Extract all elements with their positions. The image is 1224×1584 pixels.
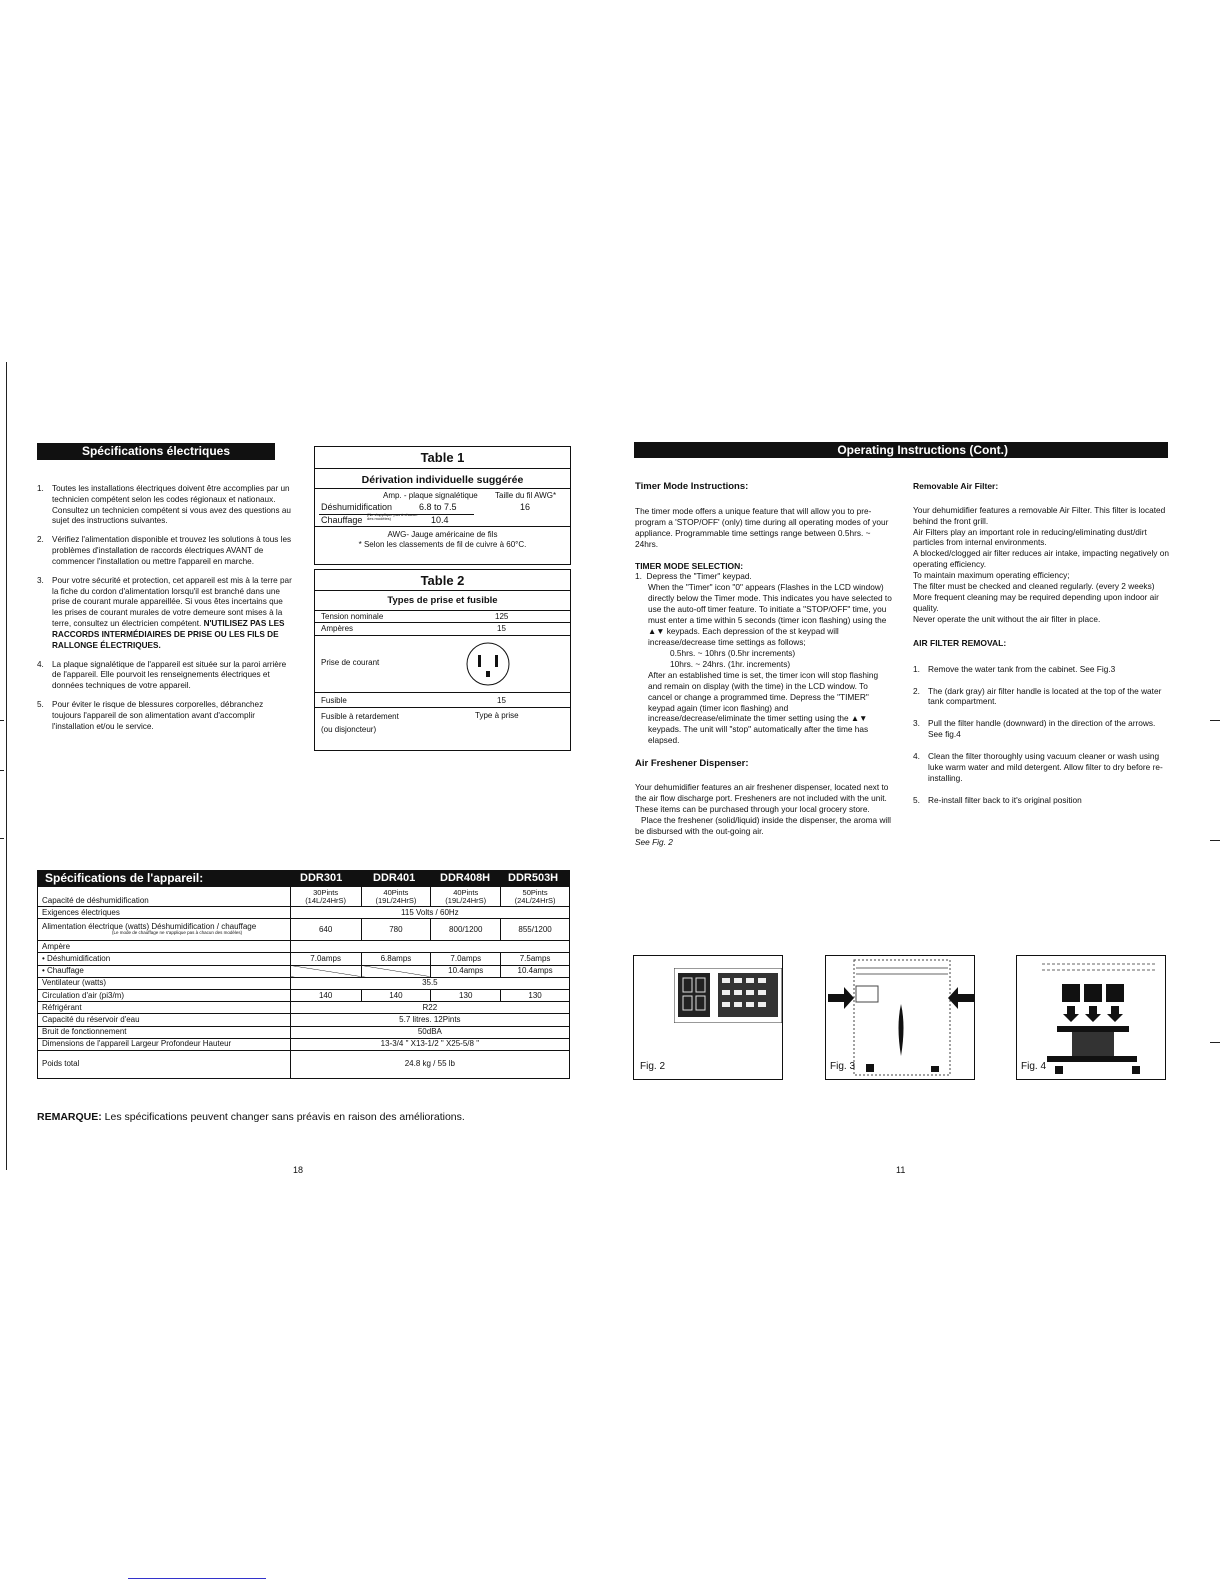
spec-label: Poids total bbox=[38, 1050, 291, 1078]
list-item: 5. Re-install filter back to it's original position bbox=[913, 795, 1082, 806]
freshener-body: Your dehumidifier features an air freshener dispenser, located next to the air flow discharge port. Fresheners are not included with the unit. These items can be purchased through your local grocery store. bbox=[635, 782, 889, 814]
scan-mark bbox=[0, 838, 4, 839]
spec-value: 855/1200 bbox=[501, 919, 570, 941]
spec-value: 140 bbox=[290, 989, 361, 1001]
spec-value bbox=[290, 941, 569, 953]
figure-2 bbox=[633, 955, 783, 1080]
timer-title: Timer Mode Instructions: bbox=[635, 481, 749, 492]
spec-value: 6.8amps bbox=[361, 953, 431, 965]
electrical-spec-header: Spécifications électriques bbox=[37, 443, 275, 460]
spec-value: 24.8 kg / 55 lb bbox=[290, 1050, 569, 1078]
figure-label: Fig. 2 bbox=[640, 1060, 666, 1072]
spec-value: 40Pints (19L/24HrS) bbox=[431, 887, 501, 907]
spec-value: 35.5 bbox=[290, 977, 569, 989]
table-2-value: 15 bbox=[497, 696, 506, 705]
table-2-label: Tension nominale bbox=[321, 612, 384, 621]
page-edge-line bbox=[6, 362, 7, 1170]
list-item: 4. Clean the filter thoroughly using vacuum cleaner or wash using luke warm water and mild detergent. Allow filter to dry before re-installing. bbox=[913, 751, 1163, 784]
spec-value: 800/1200 bbox=[431, 919, 501, 941]
spec-value: 10.4amps bbox=[501, 965, 570, 977]
filter-line: The filter must be checked and cleaned regularly. (every 2 weeks) bbox=[913, 581, 1155, 592]
table-1-row-amp: 10.4 bbox=[431, 515, 449, 525]
spec-value: 10.4amps bbox=[431, 965, 501, 977]
table-2-label: Fusible à retardement (ou disjoncteur) bbox=[321, 712, 399, 734]
list-item: 3. Pour votre sécurité et protection, cet appareil est mis à la terre par la fiche du cordon d'alimentation lorsqu'il est branché dans une prise de courant murale appareillée. Si vous êtes incertains que les prises de courant murales de votre demeure sont mises à la terre, consultez un électricien compétent. N'UTILISEZ PAS LES RACCORDS INTERMÉDIAIRES DE PRISE OU LES FILS DE RALLONGE ÉLECTRIQUES. bbox=[37, 575, 292, 650]
filter-line: Never operate the unit without the air filter in place. bbox=[913, 614, 1101, 624]
timer-increment: 10hrs. ~ 24hrs. (1hr. increments) bbox=[670, 658, 791, 669]
outlet-icon bbox=[465, 641, 511, 687]
list-item: 5. Pour éviter le risque de blessures corporelles, débranchez toujours l'appareil de son alimentation avant d'accomplir l'installation et/ou le service. bbox=[37, 700, 264, 731]
list-item: 2. Vérifiez l'alimentation disponible et trouvez les solutions à tous les problèmes d'installation de raccords électriques AVANT de commencer l'installation ou mettre l'appareil en marche. bbox=[37, 535, 292, 566]
specs-header: Spécifications de l'appareil: bbox=[45, 871, 204, 885]
spec-label: Ampère bbox=[38, 941, 291, 953]
spec-value: 780 bbox=[361, 919, 431, 941]
spec-label: Exigences électriques bbox=[38, 907, 291, 919]
table-2 bbox=[314, 569, 571, 751]
spec-value: 140 bbox=[361, 989, 431, 1001]
table-2-label: Prise de courant bbox=[321, 658, 380, 667]
table-1-row-label: Chauffage bbox=[321, 515, 363, 525]
timer-increment: 0.5hrs. ~ 10hrs (0.5hr increments) bbox=[670, 647, 796, 658]
table-1-subtitle: Dérivation individuelle suggérée bbox=[315, 469, 570, 489]
table-1-title: Table 1 bbox=[315, 447, 570, 469]
freshener-see: See Fig. 2 bbox=[635, 836, 673, 847]
table-1-note: * Selon les classements de fil de cuivre à 60°C. bbox=[358, 540, 527, 549]
operating-header: Operating Instructions (Cont.) bbox=[634, 442, 1168, 458]
spec-value: 50Pints (24L/24HrS) bbox=[501, 887, 570, 907]
spec-value: 130 bbox=[501, 989, 570, 1001]
scan-mark bbox=[0, 770, 4, 771]
list-item: 1. Toutes les installations électriques doivent être accomplies par un technicien compétent selon les codes régionaux et nationaux. Consultez un technicien compétent si vous avez des questions au sujet des instructions suivantes. bbox=[37, 484, 291, 526]
table-1-col-amp: Amp. - plaque signalétique bbox=[383, 491, 478, 500]
spec-value: 7.0amps bbox=[431, 953, 501, 965]
table-1-row-awg: 16 bbox=[520, 502, 531, 512]
spec-label: Bruit de fonctionnement bbox=[38, 1026, 291, 1038]
figure-label: Fig. 4 bbox=[1021, 1060, 1047, 1072]
table-1-row-amp: 6.8 to 7.5 bbox=[419, 502, 457, 512]
spec-label: Dimensions de l'appareil Largeur Profondeur Hauteur bbox=[38, 1038, 291, 1050]
list-item: 4. La plaque signalétique de l'appareil est située sur la paroi arrière de l'appareil. Elle pourvoit les renseignements électriques et données techniques de votre appareil. bbox=[37, 659, 287, 691]
scan-mark bbox=[1210, 720, 1220, 721]
page-number-left: 18 bbox=[293, 1165, 304, 1175]
remark: REMARQUE: Les spécifications peuvent changer sans préavis en raison des améliorations. bbox=[37, 1111, 465, 1123]
spec-value: 13-3/4 " X13-1/2 " X25-5/8 " bbox=[290, 1038, 569, 1050]
spec-value bbox=[361, 965, 431, 977]
spec-value: 30Pints (14L/24HrS) bbox=[290, 887, 361, 907]
filter-title: Removable Air Filter: bbox=[913, 481, 999, 491]
filter-line: Your dehumidifier features a removable Air Filter. This filter is located behind the front grill. bbox=[913, 504, 1166, 526]
spec-label: Alimentation électrique (watts) Déshumidification / chauffage (Le mode de chauffage ne s'applique pas à chacun des modèles) bbox=[38, 919, 291, 941]
filter-column bbox=[913, 481, 1171, 817]
table-2-label: Ampères bbox=[321, 624, 354, 633]
spec-value: 7.5amps bbox=[501, 953, 570, 965]
spec-label: Circulation d'air (pi3/m) bbox=[38, 989, 291, 1001]
filter-line: To maintain maximum operating efficiency; bbox=[913, 570, 1070, 581]
model-header: DDR408H bbox=[440, 872, 491, 884]
electrical-instructions-list bbox=[37, 484, 293, 741]
table-2-value: 15 bbox=[497, 624, 506, 633]
table-1-col-awg: Taille du fil AWG* bbox=[495, 491, 557, 500]
filter-line: A blocked/clogged air filter reduces air intake, impacting negatively on operating efficiency. bbox=[913, 548, 1169, 570]
model-header: DDR401 bbox=[373, 872, 416, 884]
model-header: DDR301 bbox=[300, 872, 343, 884]
timer-step: 1. Depress the "Timer" keypad. bbox=[635, 571, 752, 582]
model-header: DDR503H bbox=[508, 872, 559, 884]
specs-table bbox=[37, 886, 570, 1079]
list-item: 2. The (dark gray) air filter handle is located at the top of the water tank compartment. bbox=[913, 685, 1162, 707]
spec-label: Capacité de déshumidification bbox=[38, 887, 291, 907]
timer-body: After an established time is set, the timer icon will stop flashing and remain on display (with the time) in the LCD window. To cancel or change a programmed time. Depress the "TIMER" keypad again (timer icon flashing) and increase/decrease/eliminate the timer setting using the ▲▼ keypads. The unit will "stop" automatically after the time has elapsed. bbox=[648, 669, 879, 746]
spec-label: Ventilateur (watts) bbox=[38, 977, 291, 989]
spec-value bbox=[290, 965, 361, 977]
timer-selection-title: TIMER MODE SELECTION: bbox=[635, 560, 744, 571]
scan-mark bbox=[0, 720, 4, 721]
filter-line: More frequent cleaning may be required depending upon indoor air quality. bbox=[913, 592, 1159, 614]
scan-mark bbox=[1210, 840, 1220, 841]
figure-3 bbox=[825, 955, 975, 1080]
filter-line: Air Filters play an important role in reducing/eliminating dust/dirt particles from internal environments. bbox=[913, 526, 1147, 548]
page-number-right: 11 bbox=[896, 1165, 906, 1175]
list-item: 1. Remove the water tank from the cabinet. See Fig.3 bbox=[913, 663, 1116, 674]
spec-value: 50dBA bbox=[290, 1026, 569, 1038]
spec-value: 5.7 litres. 12Pints bbox=[290, 1014, 569, 1026]
link-underline bbox=[128, 1578, 266, 1579]
removal-steps bbox=[913, 664, 1171, 806]
spec-value: R22 bbox=[290, 1002, 569, 1014]
table-1-note: AWG- Jauge américaine de fils bbox=[387, 530, 498, 539]
figure-4 bbox=[1016, 955, 1166, 1080]
timer-intro: The timer mode offers a unique feature that will allow you to pre-program a 'STOP/OFF' (only) time during all operating modes of your appliance. Programmable time settings range between 0.5hrs. ~ 24hrs. bbox=[635, 505, 889, 549]
figure-label: Fig. 3 bbox=[830, 1060, 856, 1072]
table-1-row-note: (Ne s'applique pas à chacun des modèles) bbox=[367, 512, 418, 522]
spec-label: • Déshumidification bbox=[38, 953, 291, 965]
timer-column bbox=[635, 481, 893, 848]
table-2-value: 125 bbox=[495, 612, 509, 621]
table-1 bbox=[314, 446, 571, 565]
list-item: 3. Pull the filter handle (downward) in the direction of the arrows. See fig.4 bbox=[913, 718, 1156, 740]
freshener-body: Place the freshener (solid/liquid) inside the dispenser, the aroma will be disbursed with the out-going air. bbox=[635, 814, 891, 836]
table-2-value: Type à prise bbox=[475, 711, 519, 720]
spec-value: 115 Volts / 60Hz bbox=[290, 907, 569, 919]
removal-title: AIR FILTER REMOVAL: bbox=[913, 637, 1007, 648]
spec-value: 7.0amps bbox=[290, 953, 361, 965]
table-1-row-label: Déshumidification bbox=[321, 502, 393, 512]
table-2-title: Table 2 bbox=[315, 570, 570, 591]
spec-label: • Chauffage bbox=[38, 965, 291, 977]
spec-label: Réfrigérant bbox=[38, 1002, 291, 1014]
spec-value: 130 bbox=[431, 989, 501, 1001]
scan-mark bbox=[1210, 1042, 1220, 1043]
spec-value: 640 bbox=[290, 919, 361, 941]
lcd-panel-image bbox=[674, 968, 782, 1023]
table-2-subtitle: Types de prise et fusible bbox=[315, 591, 570, 611]
spec-label: Capacité du réservoir d'eau bbox=[38, 1014, 291, 1026]
table-2-label: Fusible bbox=[321, 696, 347, 705]
freshener-title: Air Freshener Dispenser: bbox=[635, 758, 749, 770]
spec-value: 40Pints (19L/24HrS) bbox=[361, 887, 431, 907]
timer-body: When the "Timer" icon "0" appears (Flashes in the LCD window) directly below the Timer mode. This indicates you have selected to use the auto-off timer feature. To initiate a "STOP/OFF" time, you must enter a time within 5 seconds (timer icon flashing) using the ▲▼ keypads. Each depression of the st keypad will increase/decrease time settings as follows; bbox=[648, 582, 892, 647]
